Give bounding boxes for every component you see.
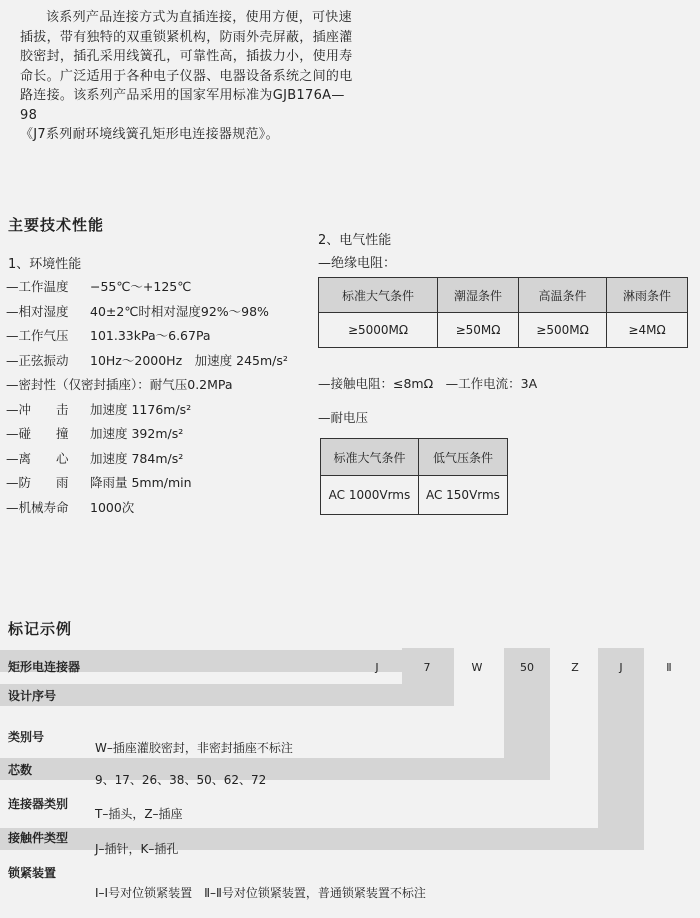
insulation-value: ≥500MΩ	[518, 313, 606, 348]
insulation-value: ≥4MΩ	[607, 313, 688, 348]
code-letter: J	[375, 661, 379, 674]
marking-desc: Ⅰ–Ⅰ号对位锁紧装置 Ⅱ–Ⅱ号对位锁紧装置，普通锁紧装置不标注	[95, 886, 426, 900]
marking-diagram	[0, 648, 700, 918]
insulation-title: —绝缘电阻：	[318, 256, 397, 271]
elec-title: 2、电气性能	[318, 233, 392, 248]
insulation-header: 淋雨条件	[607, 278, 688, 313]
voltage-header: 标准大气条件	[321, 439, 419, 476]
env-row: —离 心 加速度 784m/s²	[6, 450, 184, 466]
tech-heading: 主要技术性能	[8, 216, 105, 234]
voltage-table	[320, 438, 508, 515]
voltage-title: —耐电压	[318, 410, 369, 425]
marking-desc: 9、17、26、38、50、62、72	[95, 773, 267, 787]
env-row: —工作气压 101.33kPa～6.67Pa	[6, 328, 211, 344]
env-spec-list	[6, 274, 288, 519]
intro-line: 该系列产品连接方式为直插连接，使用方便，可快速	[46, 10, 352, 25]
marking-label: 类别号	[8, 730, 45, 744]
intro-line: 命长。广泛适用于各种电子仪器、电器设备系统之间的电	[20, 68, 353, 84]
intro-line: 路连接。该系列产品采用的国家军用标准为GJB176A—98	[20, 88, 345, 123]
env-row: —机械寿命 1000次	[6, 499, 135, 515]
code-letter: Z	[571, 661, 579, 674]
intro-line: 《J7系列耐环境线簧孔矩形电连接器规范》。	[20, 127, 279, 142]
marking-band	[0, 684, 454, 706]
code-letter: J	[619, 661, 623, 674]
insulation-header: 高温条件	[518, 278, 606, 313]
marking-label: 锁紧装置	[8, 866, 57, 880]
env-row: —工作温度 −55℃～+125℃	[6, 279, 192, 295]
voltage-header: 低气压条件	[418, 439, 507, 476]
marking-label: 设计序号	[8, 689, 57, 703]
marking-desc: W–插座灌胶密封，非密封插座不标注	[95, 741, 293, 755]
env-row: —冲 击 加速度 1176m/s²	[6, 401, 192, 417]
intro-paragraph	[20, 8, 360, 145]
marking-label: 芯数	[8, 763, 33, 777]
marking-heading: 标记示例	[8, 620, 73, 638]
code-letter: Ⅱ	[666, 661, 672, 674]
voltage-value: AC 150Vrms	[418, 476, 507, 515]
marking-label: 连接器类别	[8, 797, 69, 811]
insulation-header: 潮湿条件	[438, 278, 519, 313]
contact-resistance-line: —接触电阻：≤8mΩ —工作电流：3A	[318, 376, 538, 391]
env-title: 1、环境性能	[8, 257, 82, 272]
intro-line: 插拔，带有独特的双重锁紧机构，防雨外壳屏蔽，插座灌	[20, 29, 353, 45]
marking-label: 矩形电连接器	[8, 660, 81, 674]
code-column	[598, 648, 644, 828]
env-row: —密封性（仅密封插座）：耐气压0.2MPa	[6, 377, 233, 393]
code-letter: 7	[423, 661, 431, 674]
insulation-value: ≥5000MΩ	[319, 313, 438, 348]
env-row: —防 雨 降雨量 5mm/min	[6, 475, 192, 491]
insulation-header: 标准大气条件	[319, 278, 438, 313]
marking-desc: J–插针，K–插孔	[95, 842, 179, 856]
marking-label: 接触件类型	[8, 831, 69, 845]
insulation-table	[318, 277, 688, 348]
code-letter: W	[471, 661, 483, 674]
marking-band	[0, 758, 550, 780]
code-letter: 50	[520, 661, 534, 674]
marking-desc: T–插头，Z–插座	[95, 807, 183, 821]
env-row: —相对湿度 40±2℃时相对湿度92%～98%	[6, 303, 269, 319]
insulation-value: ≥50MΩ	[438, 313, 519, 348]
env-row: —正弦振动 10Hz～2000Hz 加速度 245m/s²	[6, 352, 288, 368]
intro-line: 胶密封，插孔采用线簧孔，可靠性高，插拔力小，使用寿	[20, 49, 353, 64]
env-row: —碰 撞 加速度 392m/s²	[6, 426, 184, 442]
voltage-value: AC 1000Vrms	[321, 476, 419, 515]
